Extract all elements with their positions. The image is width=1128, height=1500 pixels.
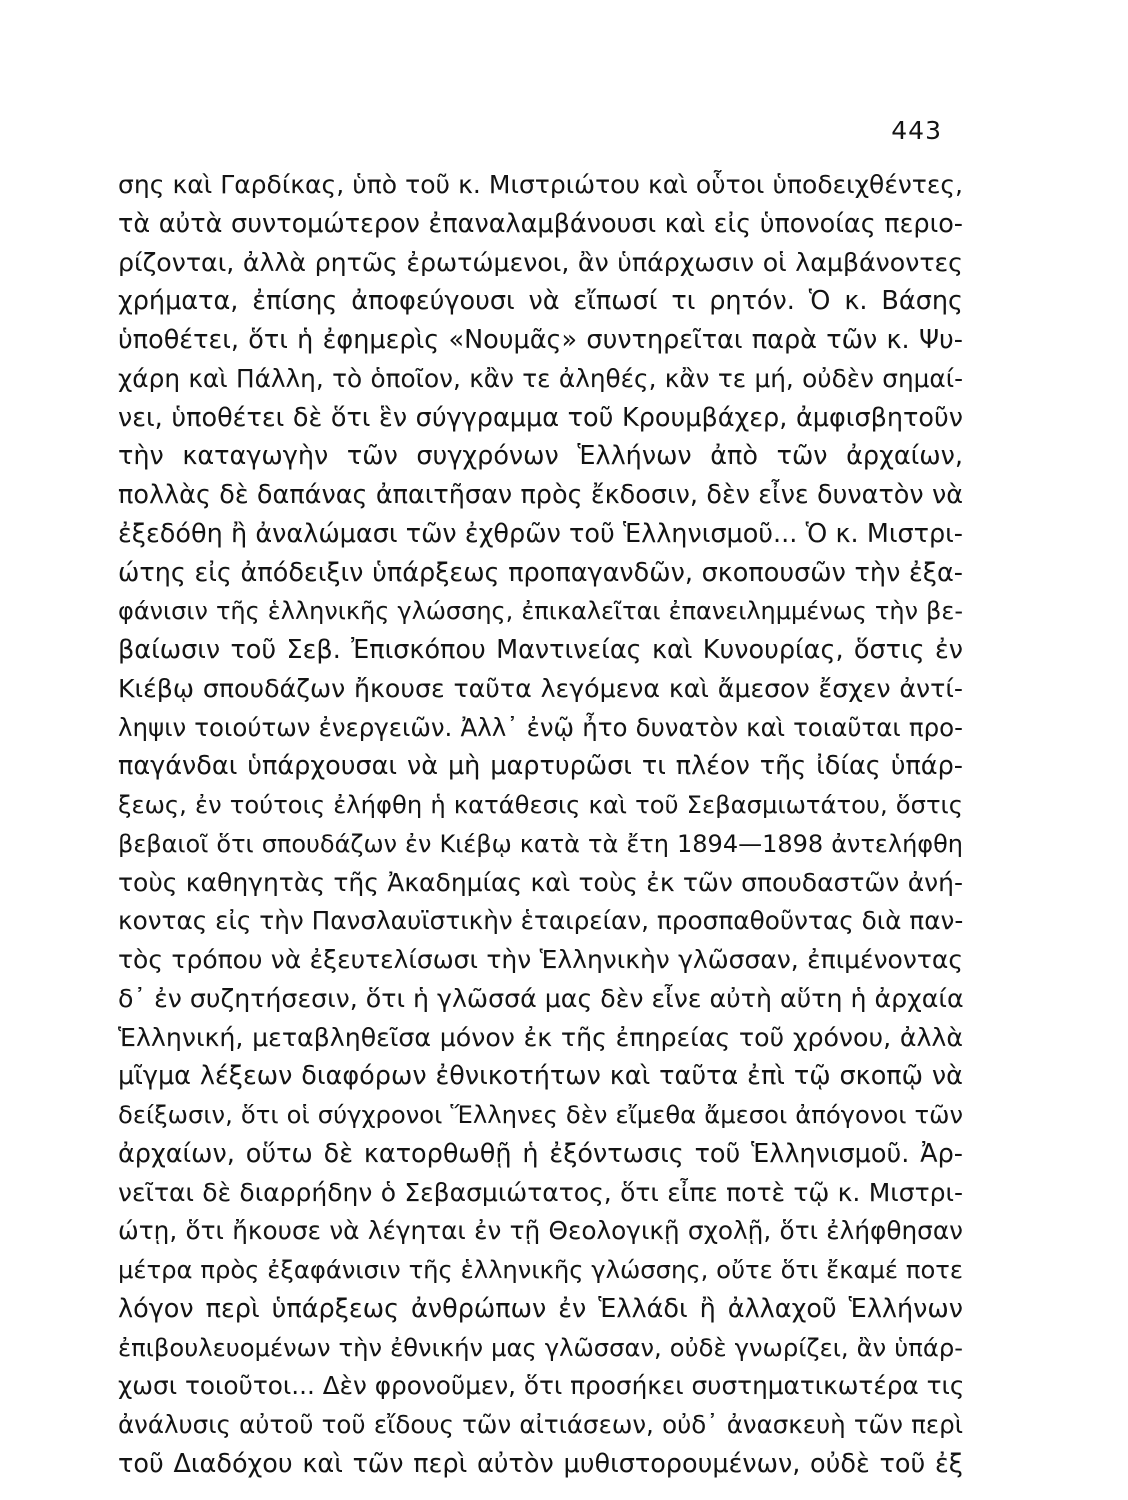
page-text — [118, 166, 963, 1484]
text-line: χρήματα, ἐπίσης ἀποφεύγουσι νὰ εἴπωσί τι ρητόν. Ὁ κ. Βάσης — [118, 286, 963, 317]
text-line: τοῦ Διαδόχου καὶ τῶν περὶ αὐτὸν μυθιστορουμένων, οὐδὲ τοῦ ἐξ — [118, 1448, 963, 1479]
text-line: τὴν καταγωγὴν τῶν συγχρόνων Ἑλλήνων ἀπὸ τῶν ἀρχαίων, — [118, 441, 963, 472]
text-line: σης καὶ Γαρδίκας, ὑπὸ τοῦ κ. Μιστριώτου καὶ οὗτοι ὑποδειχθέντες, — [118, 170, 963, 199]
text-line: τὸς τρόπου νὰ ἐξευτελίσωσι τὴν Ἑλληνικὴν γλῶσσαν, ἐπιμένοντας — [118, 945, 963, 974]
text-line: φάνισιν τῆς ἑλληνικῆς γλώσσης, ἐπικαλεῖται ἐπανειλημμένως τὴν βε- — [118, 597, 963, 626]
text-line: ληψιν τοιούτων ἐνεργειῶν. Ἀλλ᾽ ἐνῷ ἦτο δυνατὸν καὶ τοιαῦται προ- — [118, 712, 963, 742]
text-line: ξεως, ἐν τούτοις ἐλήφθη ἡ κατάθεσις καὶ τοῦ Σεβασμιωτάτου, ὅστις — [118, 790, 963, 819]
text-line: κοντας εἰς τὴν Πανσλαυϊστικὴν ἑταιρείαν, προσπαθοῦντας διὰ παν- — [118, 906, 964, 936]
text-line: βαίωσιν τοῦ Σεβ. Ἐπισκόπου Μαντινείας καὶ Κυνουρίας, ὅστις ἐν — [118, 635, 963, 665]
text-line: ἐξεδόθη ἢ ἀναλώμασι τῶν ἐχθρῶν τοῦ Ἑλληνισμοῦ... Ὁ κ. Μιστρι- — [118, 518, 963, 549]
text-line: ἀνάλυσις αὐτοῦ τοῦ εἴδους τῶν αἰτιάσεων, οὐδ᾽ ἀνασκευὴ τῶν περὶ — [118, 1410, 963, 1439]
text-line: χωσι τοιοῦτοι... Δὲν φρονοῦμεν, ὅτι προσήκει συστηματικωτέρα τις — [118, 1371, 965, 1401]
text-line: νει, ὑποθέτει δὲ ὅτι ἓν σύγγραμμα τοῦ Κρουμβάχερ, ἀμφισβητοῦν — [118, 402, 963, 433]
text-line: Κιέβῳ σπουδάζων ἤκουσε ταῦτα λεγόμενα καὶ ἄμεσον ἔσχεν ἀντί- — [118, 673, 963, 703]
text-line: τὰ αὐτὰ συντομώτερον ἐπαναλαμβάνουσι καὶ εἰς ὑπονοίας περιο- — [118, 208, 963, 239]
text-line: χάρη καὶ Πάλλη, τὸ ὁποῖον, κἂν τε ἀληθές, κἂν τε μή, οὐδὲν σημαί- — [118, 363, 963, 393]
page-number: 443 — [891, 116, 942, 145]
text-line: δείξωσιν, ὅτι οἱ σύγχρονοι Ἕλληνες δὲν εἴμεθα ἄμεσοι ἀπόγονοι τῶν — [118, 1100, 963, 1129]
text-line: μέτρα πρὸς ἐξαφάνισιν τῆς ἑλληνικῆς γλώσσης, οὔτε ὅτι ἔκαμέ ποτε — [118, 1255, 963, 1284]
text-line: ἐπιβουλευομένων τὴν ἐθνικήν μας γλῶσσαν, οὐδὲ γνωρίζει, ἂν ὑπάρ- — [118, 1332, 963, 1362]
text-line: τοὺς καθηγητὰς τῆς Ἀκαδημίας καὶ τοὺς ἐκ τῶν σπουδαστῶν ἀνή- — [118, 867, 963, 897]
text-line: πολλὰς δὲ δαπάνας ἀπαιτῆσαν πρὸς ἔκδοσιν, δὲν εἶνε δυνατὸν νὰ — [118, 480, 963, 510]
text-line: ἀρχαίων, οὕτω δὲ κατορθωθῇ ἡ ἐξόντωσις τοῦ Ἑλληνισμοῦ. Ἀρ- — [118, 1138, 963, 1169]
text-line: μῖγμα λέξεων διαφόρων ἐθνικοτήτων καὶ ταῦτα ἐπὶ τῷ σκοπῷ νὰ — [118, 1061, 963, 1092]
text-line: δ᾽ ἐν συζητήσεσιν, ὅτι ἡ γλῶσσά μας δὲν εἶνε αὐτὴ αὕτη ἡ ἀρχαία — [118, 983, 964, 1013]
text-line: ρίζονται, ἀλλὰ ρητῶς ἐρωτώμενοι, ἂν ὑπάρχωσιν οἱ λαμβάνοντες — [118, 247, 963, 277]
text-line: ώτης εἰς ἀπόδειξιν ὑπάρξεως προπαγανδῶν, σκοπουσῶν τὴν ἐξα- — [118, 557, 963, 588]
text-line: ώτῃ, ὅτι ἤκουσε νὰ λέγηται ἐν τῇ Θεολογικῇ σχολῇ, ὅτι ἐλήφθησαν — [118, 1216, 963, 1246]
text-line: παγάνδαι ὑπάρχουσαι νὰ μὴ μαρτυρῶσι τι πλέον τῆς ἰδίας ὑπάρ- — [118, 751, 963, 782]
text-line: βεβαιοῖ ὅτι σπουδάζων ἐν Κιέβῳ κατὰ τὰ ἔτη 1894—1898 ἀντελήφθη — [118, 829, 963, 858]
text-line: λόγον περὶ ὑπάρξεως ἀνθρώπων ἐν Ἑλλάδι ἢ ἀλλαχοῦ Ἑλλήνων — [118, 1293, 963, 1324]
text-line: ὑποθέτει, ὅτι ἡ ἐφημερὶς «Νουμᾶς» συντηρεῖται παρὰ τῶν κ. Ψυ- — [118, 325, 963, 355]
text-line: νεῖται δὲ διαρρήδην ὁ Σεβασμιώτατος, ὅτι εἶπε ποτὲ τῷ κ. Μιστρι- — [118, 1177, 963, 1207]
text-line: Ἑλληνική, μεταβληθεῖσα μόνον ἐκ τῆς ἐπηρείας τοῦ χρόνου, ἀλλὰ — [118, 1022, 963, 1052]
